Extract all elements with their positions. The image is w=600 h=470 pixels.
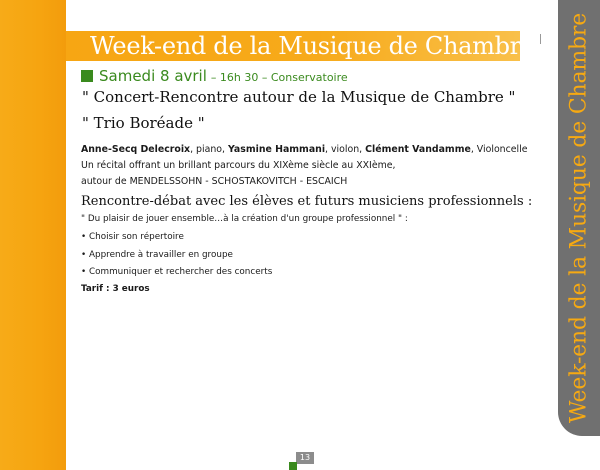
- divider-tick: [540, 34, 541, 44]
- performers-line: [81, 144, 528, 155]
- page-title: Week-end de la Musique de Chambre: [90, 32, 535, 60]
- page-number: 13: [296, 452, 314, 464]
- performer-instrument: , violon,: [325, 144, 366, 155]
- performer-name: Yasmine Hammani: [228, 144, 326, 155]
- title-banner: [66, 31, 535, 61]
- performer-name: Clément Vandamme: [365, 144, 471, 155]
- debate-quote: " Du plaisir de jouer ensemble…à la création d'un groupe professionnel " :: [81, 214, 408, 224]
- price: Tarif : 3 euros: [81, 284, 150, 294]
- concert-title: " Concert-Rencontre autour de la Musique de Chambre ": [82, 88, 516, 106]
- vertical-title: Week-end de la Musique de Chambre: [566, 12, 592, 424]
- list-item: • Apprendre à travailler en groupe: [81, 250, 233, 260]
- ensemble-name: " Trio Boréade ": [82, 114, 205, 132]
- performer-name: Anne-Secq Delecroix: [81, 144, 191, 155]
- description-line: autour de MENDELSSOHN - SCHOSTAKOVITCH - ESCAICH: [81, 176, 348, 187]
- event-date: Samedi 8 avril: [99, 67, 207, 85]
- side-panel: [558, 0, 600, 436]
- performer-instrument: , Violoncelle: [470, 144, 528, 155]
- green-square-icon: [81, 70, 93, 82]
- performer-instrument: , piano,: [190, 144, 228, 155]
- page-marker-square: [289, 462, 297, 470]
- debate-title: Rencontre-débat avec les élèves et futurs musiciens professionnels :: [81, 194, 533, 209]
- description-line: Un récital offrant un brillant parcours du XIXème siècle au XXIème,: [81, 160, 396, 171]
- event-date-line: [81, 66, 348, 84]
- event-time-place: – 16h 30 – Conservatoire: [210, 71, 348, 84]
- left-orange-band: [0, 0, 66, 470]
- list-item: • Choisir son répertoire: [81, 232, 184, 242]
- list-item: • Communiquer et rechercher des concerts: [81, 267, 273, 277]
